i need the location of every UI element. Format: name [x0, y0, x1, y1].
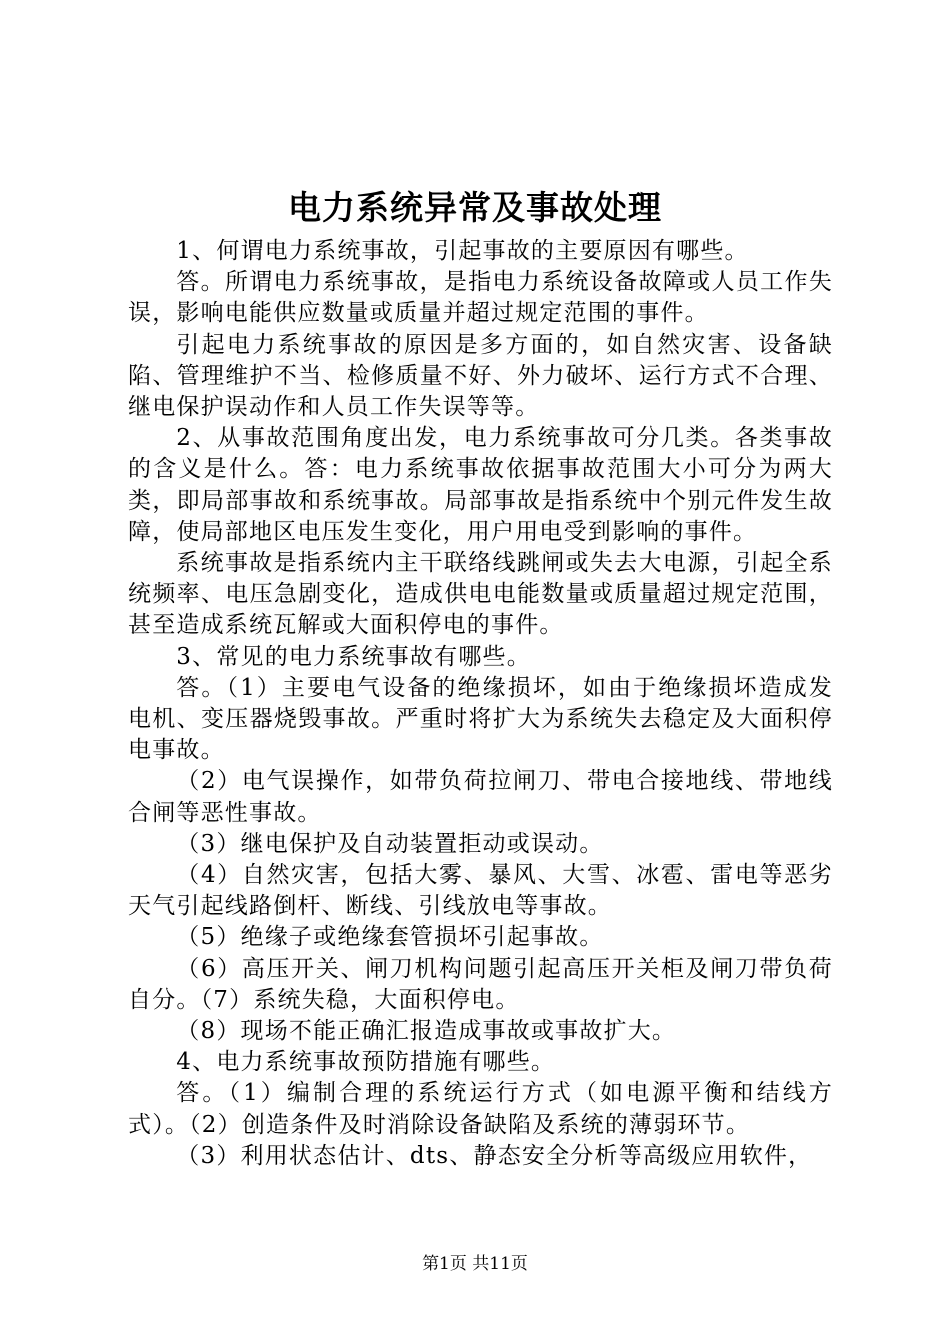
- paragraph: （5）绝缘子或绝缘套管损坏引起事故。: [176, 924, 604, 951]
- paragraph: 2、从事故范围角度出发，电力系统事故可分几类。各类事故的含义是什么。答：电力系统事故依据事故范围大小可分为两大类，即局部事故和系统事故。局部事故是指系统中个别元件发生故障，使局部地区电压发生变化，用户用电受到影响的事件。: [128, 425, 833, 545]
- document-title: 电力系统异常及事故处理: [288, 188, 662, 227]
- paragraph: （6）高压开关、闸刀机构问题引起高压开关柜及闸刀带负荷自分。（7）系统失稳，大面积停电。: [128, 955, 833, 1013]
- paragraph: （4）自然灾害，包括大雾、暴风、大雪、冰雹、雷电等恶劣天气引起线路倒杆、断线、引线放电等事故。: [128, 862, 833, 920]
- paragraph: （3）继电保护及自动装置拒动或误动。: [176, 830, 604, 857]
- page-number-footer: 第1页 共11页: [422, 1254, 528, 1274]
- paragraph: （3）利用状态估计、dts、静态安全分析等高级应用软件，: [176, 1142, 813, 1169]
- paragraph: 引起电力系统事故的原因是多方面的，如自然灾害、设备缺陷、管理维护不当、检修质量不好、外力破坏、运行方式不合理、继电保护误动作和人员工作失误等等。: [128, 331, 833, 421]
- paragraph: 答。（1）编制合理的系统运行方式（如电源平衡和结线方式）。（2）创造条件及时消除设备缺陷及系统的薄弱环节。: [128, 1080, 833, 1138]
- paragraph: （2）电气误操作，如带负荷拉闸刀、带电合接地线、带地线合闸等恶性事故。: [128, 768, 833, 826]
- paragraph: 系统事故是指系统内主干联络线跳闸或失去大电源，引起全系统频率、电压急剧变化，造成供电电能数量或质量超过规定范围，甚至造成系统瓦解或大面积停电的事件。: [128, 550, 833, 639]
- paragraph: 答。所谓电力系统事故，是指电力系统设备故障或人员工作失误，影响电能供应数量或质量并超过规定范围的事件。: [128, 269, 833, 327]
- paragraph: （8）现场不能正确汇报造成事故或事故扩大。: [176, 1018, 677, 1045]
- paragraph: 3、常见的电力系统事故有哪些。: [176, 643, 531, 670]
- paragraph: 1、何谓电力系统事故，引起事故的主要原因有哪些。: [176, 238, 749, 264]
- document-body: [128, 236, 833, 1172]
- paragraph: 答。（1）主要电气设备的绝缘损坏，如由于绝缘损坏造成发电机、变压器烧毁事故。严重时将扩大为系统失去稳定及大面积停电事故。: [128, 674, 833, 764]
- paragraph: 4、电力系统事故预防措施有哪些。: [176, 1049, 556, 1076]
